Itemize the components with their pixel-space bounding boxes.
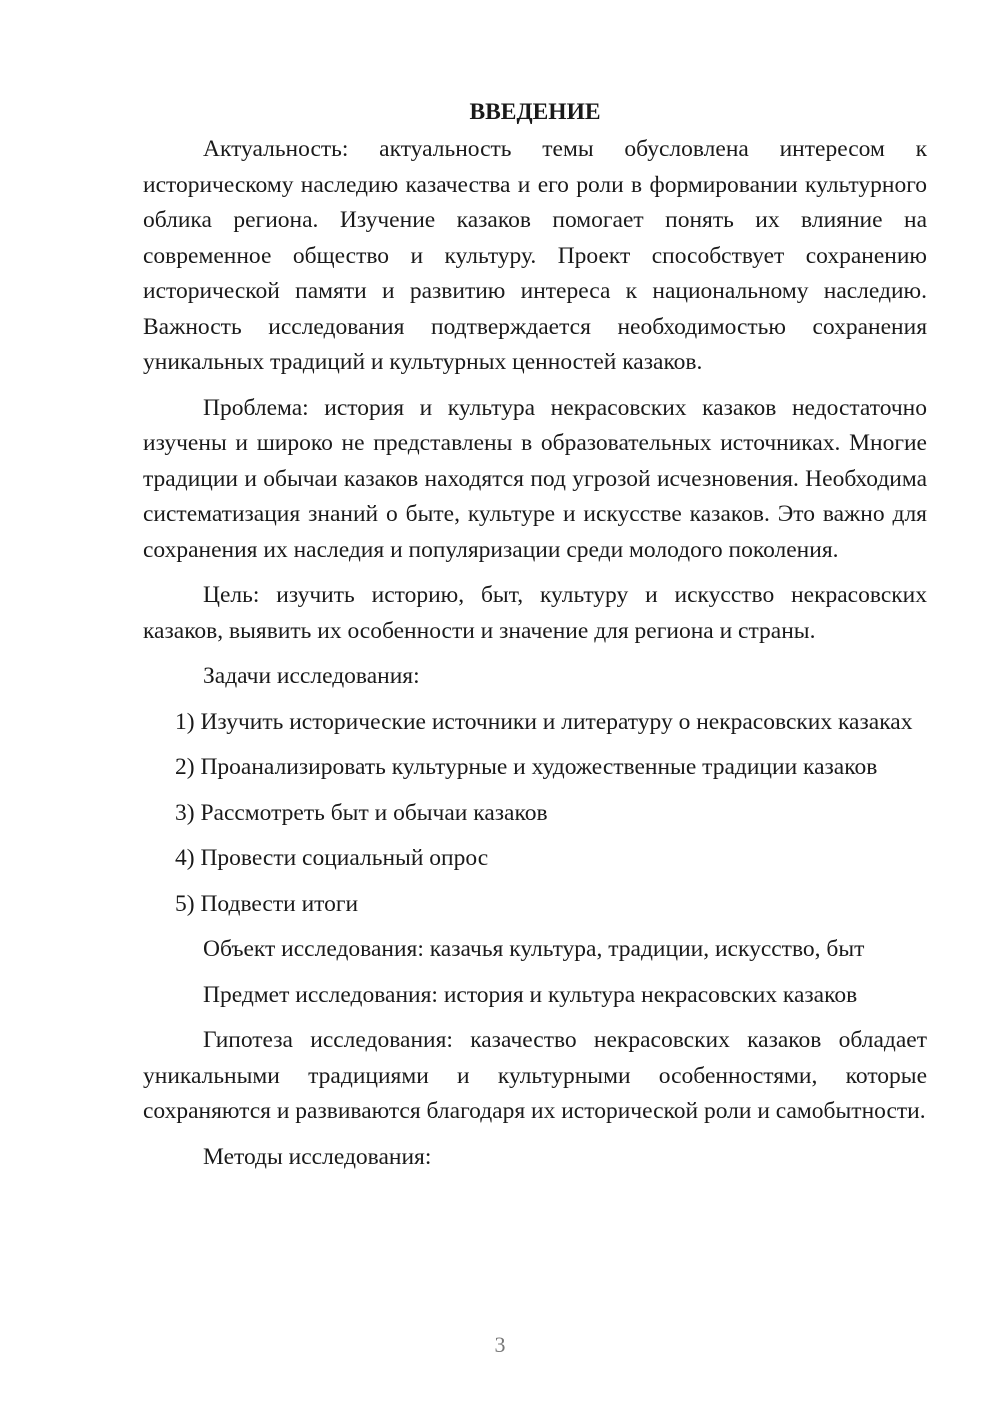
task-item: 3) Рассмотреть быт и обычаи казаков bbox=[175, 799, 548, 826]
task-item: 2) Проанализировать культурные и художественные традиции казаков bbox=[175, 754, 878, 780]
object-paragraph: Объект исследования: казачья культура, традиции, искусство, быт bbox=[203, 936, 865, 962]
tasks-heading: Задачи исследования: bbox=[203, 663, 420, 689]
document-page bbox=[143, 92, 927, 1175]
methods-heading: Методы исследования: bbox=[203, 1143, 432, 1170]
document-title: ВВЕДЕНИЕ bbox=[469, 99, 601, 125]
goal-paragraph: Цель: изучить историю, быт, культуру и искусство некрасовских казаков, выявить их особенности и значение для региона и страны. bbox=[143, 582, 927, 644]
relevance-paragraph: Актуальность: актуальность темы обусловлена интересом к историческому наследию казачества и его роли в формировании культурного облика региона. Изучение казаков помогает понять их влияние на современное общество и культуру. Проект способствует сохранению исторической памяти и развитию интереса к национальному наследию. Важность исследования подтверждается необходимостью сохранения уникальных традиций и культурных ценностей казаков. bbox=[143, 136, 927, 375]
hypothesis-paragraph: Гипотеза исследования: казачество некрасовских казаков обладает уникальными традициями и культурными особенностями, которые сохраняются и развиваются благодаря их исторической роли и самобытности. bbox=[143, 1027, 927, 1124]
subject-paragraph: Предмет исследования: история и культура некрасовских казаков bbox=[203, 981, 858, 1008]
task-item: 4) Провести социальный опрос bbox=[175, 845, 489, 871]
task-item: 1) Изучить исторические источники и литературу о некрасовских казаках bbox=[175, 708, 913, 735]
task-item: 5) Подвести итоги bbox=[175, 890, 359, 917]
problem-paragraph: Проблема: история и культура некрасовских казаков недостаточно изучены и широко не представлены в образовательных источниках. Многие традиции и обычаи казаков находятся под угрозой исчезновения. Необходима систематизация знаний о быте, культуре и искусстве казаков. Это важно для сохранения их наследия и популяризации среди молодого поколения. bbox=[143, 394, 927, 563]
page-number: 3 bbox=[494, 1332, 506, 1357]
